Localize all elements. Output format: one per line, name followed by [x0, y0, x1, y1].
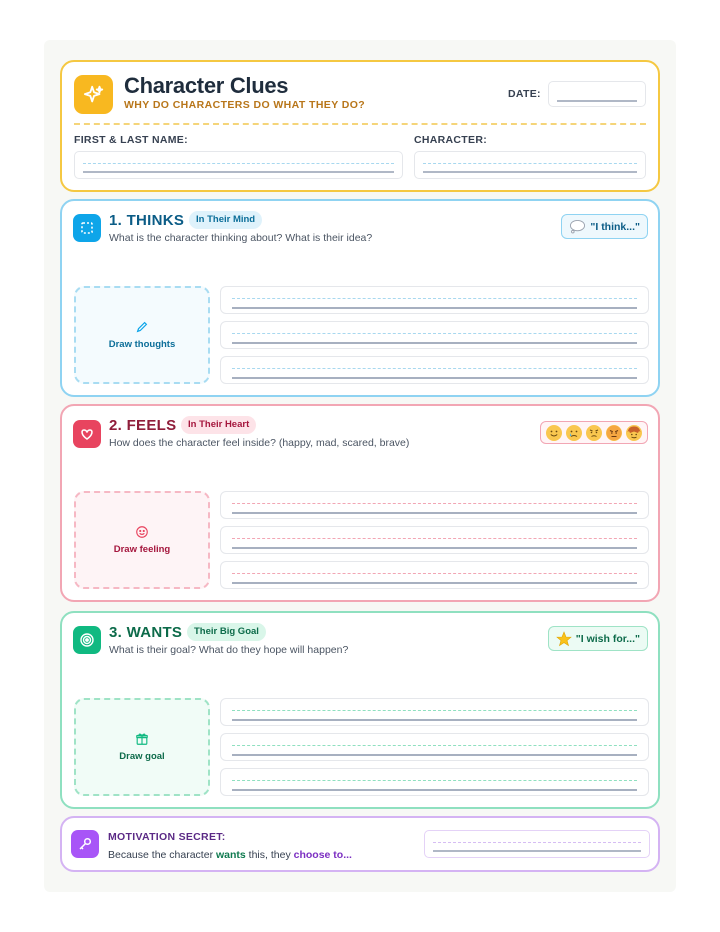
header-card	[60, 60, 660, 192]
pencil-icon	[135, 320, 149, 334]
gift-icon	[135, 732, 149, 746]
wants-badge	[548, 626, 648, 651]
page-title: Character Clues	[124, 73, 289, 98]
feels-prompt: How does the character feel inside? (happy, mad, scared, brave)	[109, 437, 410, 449]
thinks-section	[60, 199, 660, 397]
thinks-line-2[interactable]	[220, 321, 649, 349]
heart-icon	[73, 420, 101, 448]
secret-wants-word: wants	[215, 849, 246, 861]
wants-line-1[interactable]	[220, 698, 649, 726]
thinks-line-3[interactable]	[220, 356, 649, 384]
draw-thoughts-box[interactable]	[74, 286, 210, 384]
draw-feeling-label: Draw feeling	[113, 544, 171, 555]
happy-face-icon	[546, 425, 562, 441]
motivation-answer-field[interactable]	[424, 830, 650, 858]
wants-prompt: What is their goal? What do they hope will happen?	[109, 644, 349, 656]
thinks-pill: In Their Mind	[189, 211, 262, 229]
thinks-badge	[561, 214, 648, 239]
draw-goal-box[interactable]	[74, 698, 210, 796]
dashed-square-icon	[73, 214, 101, 242]
feels-line-3[interactable]	[220, 561, 649, 589]
date-label: DATE:	[508, 88, 541, 100]
draw-thoughts-label: Draw thoughts	[108, 339, 176, 350]
thinks-badge-text: "I think..."	[590, 220, 640, 233]
wants-line-3[interactable]	[220, 768, 649, 796]
feels-line-1[interactable]	[220, 491, 649, 519]
worried-face-icon	[586, 425, 602, 441]
thought-bubble-icon	[569, 219, 586, 234]
thinks-prompt: What is the character thinking about? What is their idea?	[109, 232, 373, 244]
name-label: FIRST & LAST NAME:	[74, 134, 188, 146]
feels-section	[60, 404, 660, 602]
name-field[interactable]	[74, 151, 403, 179]
motivation-secret-sentence	[108, 849, 352, 861]
motivation-secret-card	[60, 816, 660, 872]
secret-text-before: Because the character	[108, 849, 216, 861]
wants-line-2[interactable]	[220, 733, 649, 761]
target-icon	[73, 626, 101, 654]
thinks-line-1[interactable]	[220, 286, 649, 314]
header-divider	[74, 123, 646, 125]
sparkles-icon	[74, 75, 113, 114]
character-field[interactable]	[414, 151, 646, 179]
wants-pill: Their Big Goal	[187, 623, 266, 641]
brave-face-icon	[626, 425, 642, 441]
date-field[interactable]	[548, 81, 646, 107]
feels-pill: In Their Heart	[181, 416, 256, 434]
crying-face-icon	[566, 425, 582, 441]
page-subtitle: WHY DO CHARACTERS DO WHAT THEY DO?	[124, 99, 366, 111]
wants-title: 3. WANTS	[109, 624, 183, 641]
feels-line-2[interactable]	[220, 526, 649, 554]
secret-choose-word: choose to...	[293, 849, 352, 861]
draw-goal-label: Draw goal	[119, 751, 165, 762]
wants-section	[60, 611, 660, 809]
angry-face-icon	[606, 425, 622, 441]
star-icon	[556, 631, 572, 647]
wants-badge-text: "I wish for..."	[575, 632, 640, 645]
thinks-title: 1. THINKS	[109, 212, 185, 229]
draw-feeling-box[interactable]	[74, 491, 210, 589]
character-label: CHARACTER:	[414, 134, 487, 146]
key-icon	[71, 830, 99, 858]
smile-icon	[135, 525, 149, 539]
feelings-emoji-row	[540, 421, 648, 444]
motivation-secret-title: MOTIVATION SECRET:	[108, 831, 226, 843]
secret-text-middle: this, they	[245, 849, 294, 861]
feels-title: 2. FEELS	[109, 417, 177, 434]
